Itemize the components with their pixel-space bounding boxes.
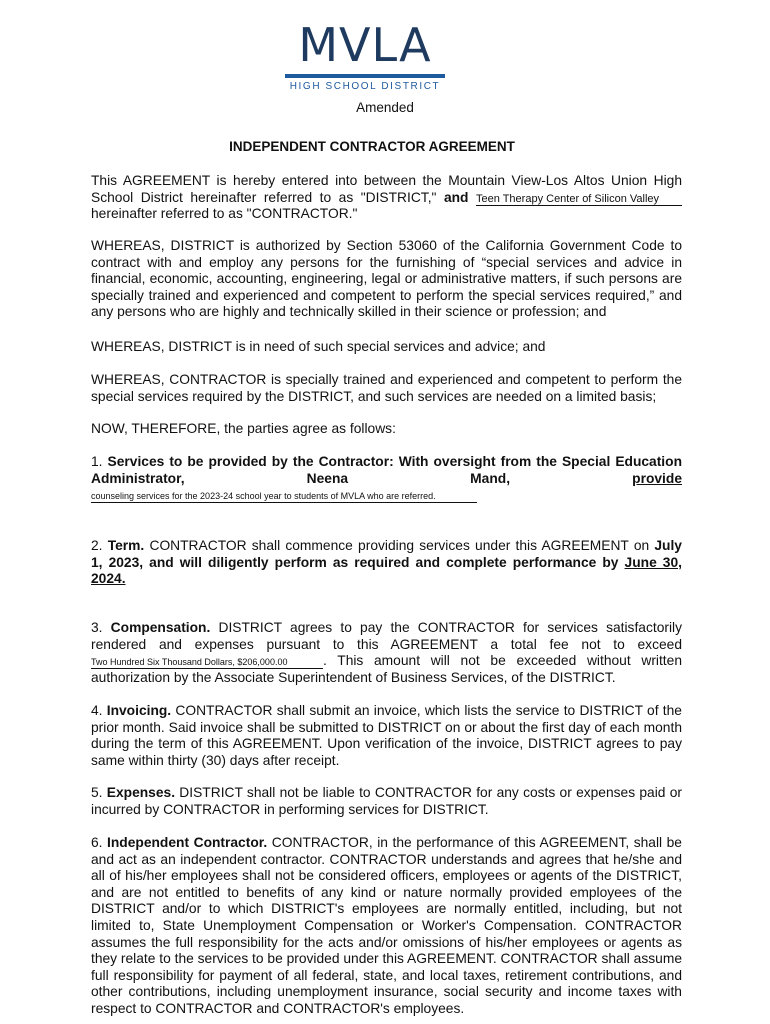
district-logo [285, 18, 445, 92]
now-therefore-paragraph: NOW, THEREFORE, the parties agree as follows: [91, 421, 396, 436]
whereas-paragraph-3: WHEREAS, CONTRACTOR is specially trained and experienced and competent to perform the special services required by the DISTRICT, and such services are needed on a limited basis; [91, 372, 682, 404]
section-6-heading: Independent Contractor. [107, 835, 268, 850]
section-3-heading: Compensation. [110, 620, 211, 635]
amended-label: Amended [356, 100, 414, 115]
section-1-services [91, 454, 682, 504]
section-2-end-date: June 30, 2024. [91, 554, 682, 587]
whereas-paragraph-2: WHEREAS, DISTRICT is in need of such special services and advice; and [91, 339, 546, 354]
section-2-term [91, 538, 682, 588]
section-4-heading: Invoicing. [106, 703, 172, 718]
section-6-number: 6. [91, 835, 108, 850]
whereas-paragraph-1: WHEREAS, DISTRICT is authorized by Section 53060 of the California Government Code to contract with and employ any persons for the furnishing of “special services and advice in financial, economic, accounting, engineering, legal or administrative matters, if such persons are specially trained and experienced and competent to perform the special services required,” and any persons who are highly and technically skilled in their science or profession; and [91, 238, 682, 320]
section-3-compensation [91, 620, 682, 686]
section-1-number: 1. [91, 454, 108, 469]
logo-wordmark: MVLA [298, 18, 432, 72]
section-3-text-b: . This amount will not be exceeded without written authorization by the Associate Superintendent of Business Services, of the DISTRICT. [91, 653, 682, 685]
fee-amount-field[interactable]: Two Hundred Six Thousand Dollars, $206,000.00 [91, 656, 323, 669]
section-1-provide: provide [632, 470, 682, 486]
section-5-heading: Expenses. [106, 785, 176, 800]
section-2-heading: Term. [107, 538, 145, 553]
intro-paragraph [91, 173, 682, 223]
section-1-heading: Services to be provided by the Contractor: With oversight from the Special Education Administrator, Neena Mand, [91, 454, 682, 486]
section-2-number: 2. [91, 538, 108, 553]
document-title: INDEPENDENT CONTRACTOR AGREEMENT [229, 139, 515, 154]
intro-text-a: This AGREEMENT is hereby entered into between the Mountain View-Los Altos Union High School District hereinafter referred to as "DISTRICT," [91, 173, 682, 205]
section-2-start-date: July 1, 2023, and will diligently perform as required and complete performance by [91, 538, 682, 570]
section-5-expenses [91, 785, 682, 818]
section-5-text: DISTRICT shall not be liable to CONTRACTOR for any costs or expenses paid or incurred by CONTRACTOR in performing services for DISTRICT. [91, 785, 682, 817]
logo-rule [285, 74, 445, 78]
logo-subtitle: HIGH SCHOOL DISTRICT [289, 81, 441, 92]
intro-text-b: hereinafter referred to as "CONTRACTOR." [91, 206, 358, 222]
section-2-text: CONTRACTOR shall commence providing services under this AGREEMENT on [144, 538, 655, 553]
intro-and: and [443, 189, 469, 205]
section-5-number: 5. [91, 785, 107, 800]
section-4-number: 4. [91, 703, 107, 718]
section-3-text-a: DISTRICT agrees to pay the CONTRACTOR for services satisfactorily rendered and expenses pursuant to this AGREEMENT a total fee not to exceed [91, 620, 682, 652]
contractor-name-field[interactable]: Teen Therapy Center of Silicon Valley [476, 193, 682, 206]
section-4-text: CONTRACTOR shall submit an invoice, which lists the service to DISTRICT of the prior month. Said invoice shall be submitted to DISTRICT on or about the first day of each month during the term of this AGREEMENT. Upon verification of the invoice, DISTRICT agrees to pay same within thirty (30) days after receipt. [91, 703, 682, 768]
section-6-independent-contractor [91, 835, 682, 1018]
section-6-text: CONTRACTOR, in the performance of this AGREEMENT, shall be and act as an independent contractor. CONTRACTOR understands and agrees that he/she and all of his/her employees shall not be considered officers, employees or agents of the DISTRICT, and are not entitled to benefits of any kind or nature normally provided employees of the DISTRICT and/or to which DISTRICT's employees are normally entitled, including, but not limited to, State Unemployment Compensation or Worker's Compensation. CONTRACTOR assumes the full responsibility for the acts and/or omissions of his/her employees or agents as they relate to the services to be provided under this AGREEMENT. CONTRACTOR shall assume full responsibility for payment of all federal, state, and local taxes, retirement contributions, and other contributions, including unemployment insurance, social security and income taxes with respect to CONTRACTOR and CONTRACTOR's employees. [91, 835, 682, 1016]
section-4-invoicing [91, 703, 682, 769]
section-3-number: 3. [91, 620, 111, 635]
services-description-field[interactable]: counseling services for the 2023-24 school year to students of MVLA who are referred. [91, 490, 477, 503]
